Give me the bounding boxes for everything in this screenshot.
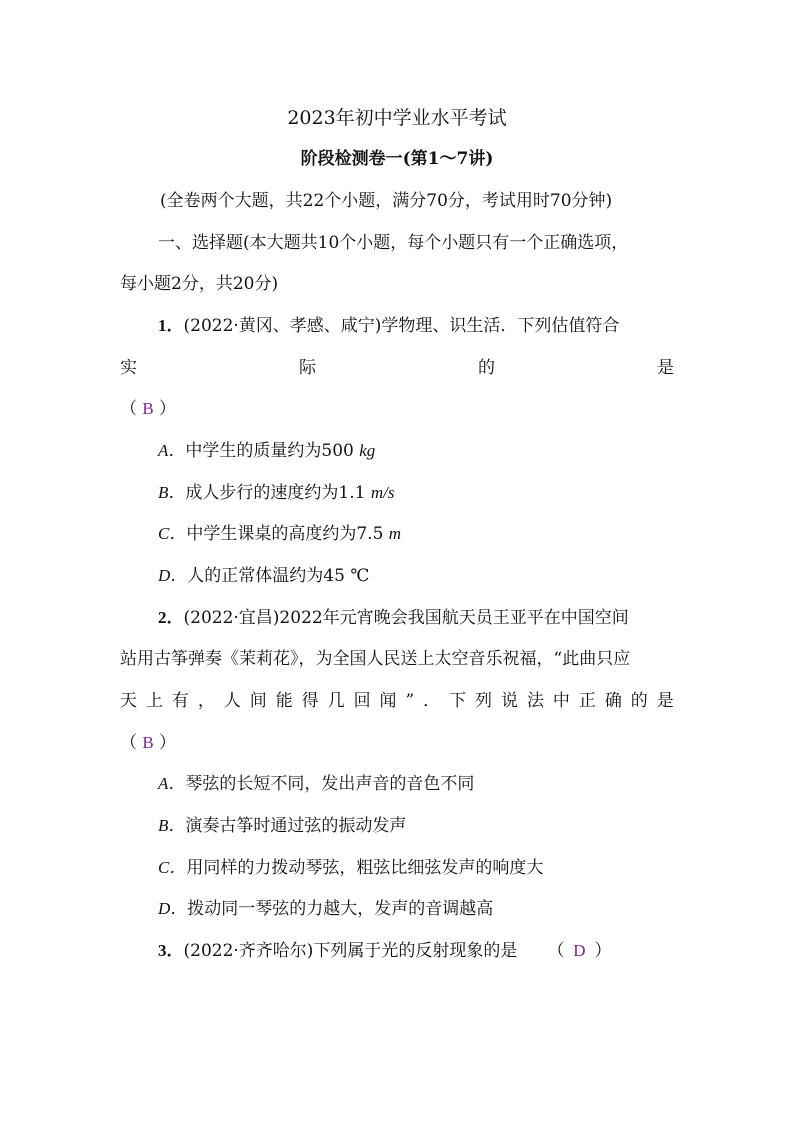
option-text: 拨动同一琴弦的力越大，发声的音调越高 bbox=[187, 899, 494, 919]
question-2-char: ， bbox=[197, 691, 215, 711]
question-2-char: 确 bbox=[604, 691, 622, 711]
option-unit: kg bbox=[359, 441, 376, 460]
option-letter: C． bbox=[158, 858, 187, 877]
question-3-stem: (2022·齐齐哈尔)下列属于光的反射现象的是 bbox=[183, 941, 518, 961]
question-2-char: 得 bbox=[301, 691, 319, 711]
section1-heading-line1: 一、选择题(本大题共10个小题，每个小题只有一个正确选项， bbox=[158, 233, 629, 253]
question-1-word: 实 bbox=[120, 358, 137, 378]
question-3-number: 3． bbox=[158, 941, 184, 960]
question-2-char: 间 bbox=[249, 691, 267, 711]
question-2-char: 说 bbox=[501, 691, 518, 711]
answer-paren-open: （ bbox=[120, 733, 137, 752]
option-unit: m bbox=[388, 524, 402, 543]
question-2-char: 有 bbox=[171, 691, 189, 711]
option-text: 琴弦的长短不同，发出声音的音色不同 bbox=[185, 774, 475, 794]
question-2-char: 正 bbox=[578, 691, 596, 711]
exam-title: 2023年初中学业水平考试 bbox=[287, 107, 507, 129]
option-unit: m/s bbox=[370, 483, 395, 502]
question-2-char: 下 bbox=[449, 691, 467, 711]
question-2-stem: (2022·宜昌)2022年元宵晚会我国航天员王亚平在中国空间 bbox=[183, 608, 629, 628]
question-2-char: 人 bbox=[223, 691, 241, 711]
exam-subtitle: 阶段检测卷一(第1～7讲) bbox=[300, 149, 494, 169]
question-2-char: 法 bbox=[526, 691, 544, 711]
question-2-option-d bbox=[158, 897, 674, 921]
option-letter: B． bbox=[158, 483, 186, 502]
question-2-char: 几 bbox=[327, 691, 345, 711]
question-3-answer: D bbox=[573, 941, 586, 960]
option-text: 成人步行的速度约为1.1 bbox=[185, 483, 371, 503]
answer-paren-close: ） bbox=[159, 399, 176, 418]
question-1-word: 际 bbox=[299, 358, 316, 378]
question-2-char: 上 bbox=[145, 691, 163, 711]
option-text: 用同样的力拨动琴弦，粗弦比细弦发声的响度大 bbox=[186, 858, 544, 878]
question-1-option-b bbox=[158, 481, 674, 505]
exam-intro: (全卷两个大题，共22个小题，满分70分，考试用时70分钟) bbox=[160, 191, 613, 211]
answer-paren-open: （ bbox=[120, 399, 137, 418]
question-1-stem: (2022·黄冈、孝感、咸宁)学物理、识生活．下列估值符合 bbox=[183, 316, 620, 336]
option-letter: A． bbox=[158, 774, 186, 793]
question-1-word: 的 bbox=[478, 358, 495, 378]
option-letter: C． bbox=[158, 524, 187, 543]
option-letter: B． bbox=[158, 816, 186, 835]
option-letter: A． bbox=[158, 441, 186, 460]
question-2-answer-line bbox=[120, 731, 674, 755]
question-2-char: ． bbox=[423, 691, 441, 711]
option-text: 人的正常体温约为45 ℃ bbox=[187, 566, 370, 586]
option-letter: D． bbox=[158, 566, 188, 585]
option-letter: D． bbox=[158, 899, 188, 918]
option-text: 中学生的质量约为500 bbox=[185, 441, 360, 461]
question-1-option-a bbox=[158, 439, 674, 463]
question-1-line2 bbox=[120, 356, 674, 380]
question-1-word: 是 bbox=[657, 358, 674, 378]
question-2-line1 bbox=[158, 606, 674, 630]
question-1-answer: B bbox=[142, 399, 154, 418]
question-3-line1 bbox=[158, 939, 674, 963]
question-2-char: 闻 bbox=[379, 691, 397, 711]
question-1-line1 bbox=[158, 314, 674, 338]
question-2-char: 中 bbox=[552, 691, 570, 711]
question-2-line2: 站用古筝弹奏《茉莉花》，为全国人民送上太空音乐祝福，“此曲只应 bbox=[120, 649, 631, 669]
answer-paren-close: ） bbox=[159, 733, 176, 752]
question-2-line3 bbox=[120, 689, 674, 713]
question-2-answer: B bbox=[142, 733, 154, 752]
answer-paren-open: （ bbox=[547, 941, 565, 960]
question-1-answer-line bbox=[120, 397, 674, 421]
question-2-number: 2． bbox=[158, 608, 184, 627]
question-2-char: 天 bbox=[120, 691, 137, 711]
question-2-option-b bbox=[158, 814, 674, 838]
question-2-char: 能 bbox=[275, 691, 293, 711]
question-2-char: 的 bbox=[630, 691, 648, 711]
answer-paren-close: ） bbox=[594, 941, 612, 960]
question-2-char: 列 bbox=[475, 691, 493, 711]
question-2-char: ” bbox=[405, 691, 415, 711]
question-1-number: 1． bbox=[158, 316, 184, 335]
question-2-char: 是 bbox=[656, 691, 674, 711]
question-2-char: 回 bbox=[353, 691, 371, 711]
question-1-option-c bbox=[158, 522, 674, 546]
option-text: 演奏古筝时通过弦的振动发声 bbox=[185, 816, 407, 836]
question-2-option-a bbox=[158, 772, 674, 796]
question-1-option-d bbox=[158, 564, 674, 588]
section1-heading-line2: 每小题2分，共20分) bbox=[120, 274, 279, 294]
question-2-option-c bbox=[158, 856, 674, 880]
option-text: 中学生课桌的高度约为7.5 bbox=[186, 524, 389, 544]
